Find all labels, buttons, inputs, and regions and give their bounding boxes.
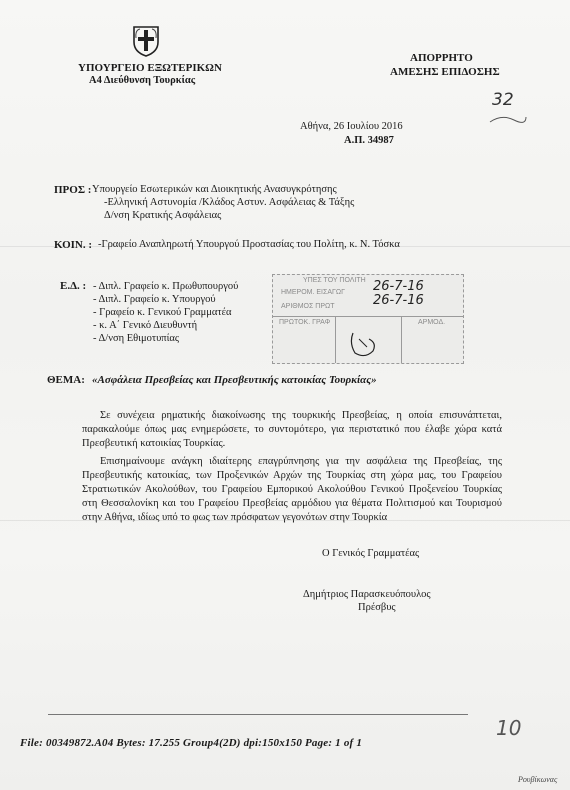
classification-label: ΑΠΟΡΡΗΤΟ bbox=[410, 52, 473, 64]
cc-line: -Γραφείο Αναπληρωτή Υπουργού Προστασίας του Πολίτη, κ. Ν. Τόσκα bbox=[98, 239, 400, 250]
ministry-name: ΥΠΟΥΡΓΕΙΟ ΕΞΩΤΕΡΙΚΩΝ bbox=[78, 62, 222, 74]
date-line: Αθήνα, 26 Ιουλίου 2016 bbox=[300, 121, 403, 132]
stamp-row: ΠΡΩΤΟΚ. ΓΡΑΦ bbox=[279, 319, 331, 326]
subject-label: ΘΕΜΑ: bbox=[47, 374, 85, 386]
signature-name: Δημήτριος Παρασκευόπουλος bbox=[303, 589, 431, 600]
body-paragraph-1: Σε συνέχεια ρηματικής διακοίνωσης της τουρκικής Πρεσβείας, η οποία επισυνάπτεται, παρακαλούμε όπως μας ενημερώσετε, το συντομότερο, για περιστατικό που έλαβε χώρα κατά Πρεσβευτική κατοικίας Τουρκίας. bbox=[82, 410, 502, 449]
to-line: -Ελληνική Αστυνομία /Κλάδος Αστυν. Ασφάλειας & Τάξης bbox=[104, 197, 355, 208]
internal-label: Ε.Δ. : bbox=[60, 280, 87, 292]
watermark-label: Ρουβίκωνας bbox=[518, 775, 558, 784]
urgency-label: ΑΜΕΣΗΣ ΕΠΙΔΟΣΗΣ bbox=[390, 66, 500, 78]
stamp-handwritten-date: 26-7-16 bbox=[373, 293, 424, 308]
internal-line: - Διπλ. Γραφείο κ. Υπουργού bbox=[93, 294, 216, 305]
stamp-handwritten-date: 26-7-16 bbox=[373, 279, 424, 294]
subject-text: «Ασφάλεια Πρεσβείας και Πρεσβευτικής κατοικίας Τουρκίας» bbox=[92, 374, 377, 386]
registration-stamp bbox=[272, 274, 464, 364]
stamp-row: ΗΜΕΡΟΜ. ΕΙΣΑΓΩΓ bbox=[281, 289, 345, 296]
internal-line: - Δ/νση Εθιμοτυπίας bbox=[93, 333, 180, 344]
body-paragraph-2: Επισημαίνουμε ανάγκη ιδιαίτερης επαγρύπνησης για την ασφάλεια της Πρεσβείας, της Πρεσβευτικής κατοικίας, των Προξενικών Αρχών της Τουρκίας στη χώρα μας, του Γραφείου Στρατιωτικών Ακολούθων, του Γραφείου Εμπορικού Ακολούθου Γενικού Προξενείου Τουρκίας στη Θεσσαλονίκη και του Γραφείου Πρεσβείας αρμόδιου για θέματα Πολιτισμού και Τουρισμού στην Αθήνα, ιδίως υπό το φως των πρόσφατων γεγονότων στην Τουρκία bbox=[82, 456, 502, 523]
fax-info-line: File: 00349872.A04 Bytes: 17.255 Group4(2D) dpi:150x150 Page: 1 of 1 bbox=[20, 737, 363, 749]
protocol-number: Α.Π. 34987 bbox=[344, 135, 394, 146]
handwritten-mark-icon bbox=[488, 112, 528, 126]
internal-line: - Διπλ. Γραφείο κ. Πρωθυπουργού bbox=[93, 281, 239, 292]
internal-line: - Γραφείο κ. Γενικού Γραμματέα bbox=[93, 307, 232, 318]
cc-label: ΚΟΙΝ. : bbox=[54, 239, 93, 251]
handwritten-number: 32 bbox=[492, 90, 514, 110]
stamp-row: ΑΡΙΘΜΟΣ ΠΡΩΤ bbox=[281, 303, 335, 310]
signature-title: Πρέσβυς bbox=[358, 602, 396, 613]
to-label: ΠΡΟΣ : bbox=[54, 184, 92, 196]
signature-role: Ο Γενικός Γραμματέας bbox=[322, 548, 420, 559]
greek-coat-of-arms-icon bbox=[131, 24, 161, 58]
to-line: Δ/νση Κρατικής Ασφάλειας bbox=[104, 210, 222, 221]
internal-line: - κ. Α΄ Γενικό Διευθυντή bbox=[93, 320, 198, 331]
stamp-row: ΑΡΜΟΔ. bbox=[418, 319, 446, 326]
stamp-handwritten-mark-icon bbox=[345, 329, 385, 359]
handwritten-page-number: 10 bbox=[496, 716, 522, 740]
stamp-row: ΥΠΕΣ ΤΟΥ ΠΟΛΙΤΗ bbox=[303, 277, 366, 284]
directorate-name: Α4 Διεύθυνση Τουρκίας bbox=[89, 75, 196, 86]
footer-rule bbox=[48, 714, 468, 715]
to-line: Υπουργείο Εσωτερικών και Διοικητικής Ανασυγκρότησης bbox=[92, 184, 337, 195]
